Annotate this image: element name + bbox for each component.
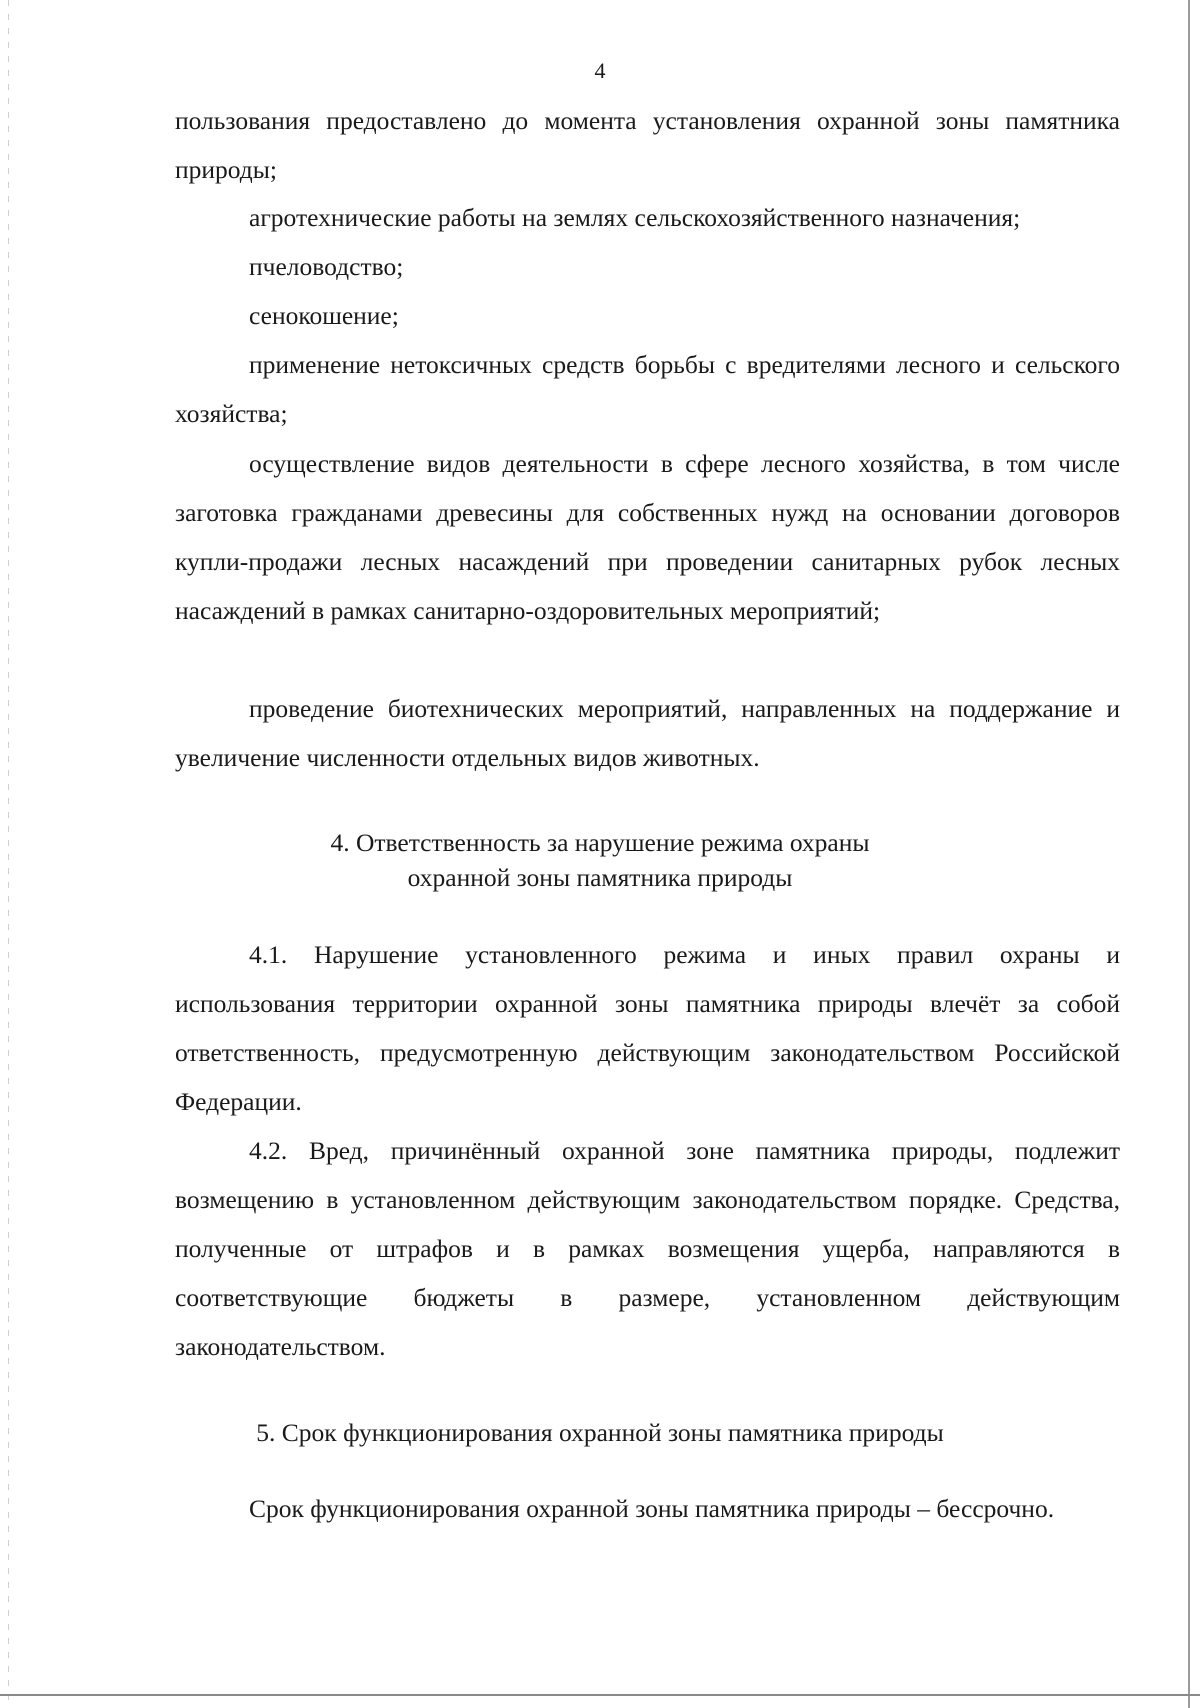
section-5-heading: 5. Срок функционирования охранной зоны памятника природы <box>256 1418 944 1447</box>
paragraph-continuation: пользования предоставлено до момента установления охранной зоны памятника природы; <box>175 106 1120 184</box>
paragraph-biotechnical: проведение биотехнических мероприятий, направленных на поддержание и увеличение численности отдельных видов животных. <box>175 694 1120 772</box>
paragraph-pest-control: применение нетоксичных средств борьбы с вредителями лесного и сельского хозяйства; <box>175 350 1120 428</box>
section-4-title-line-1: 4. Ответственность за нарушение режима охраны <box>330 828 870 857</box>
paragraph-4-1: 4.1. Нарушение установленного режима и иных правил охраны и использования территории охранной зоны памятника природы влечёт за собой ответственность, предусмотренную действующим законодательством Российской Федерации. <box>175 940 1120 1116</box>
list-item-agrotechnical: агротехнические работы на землях сельскохозяйственного назначения; <box>249 203 1021 232</box>
section-4-heading <box>0 825 1200 895</box>
page-number: 4 <box>594 58 606 83</box>
paragraph-4-2: 4.2. Вред, причинённый охранной зоне памятника природы, подлежит возмещению в установленном действующим законодательством порядке. Средства, полученные от штрафов и в рамках возмещения ущерба, направляются в соответствующие бюджеты в размере, установленном действующим законодательством. <box>175 1136 1120 1361</box>
scan-edge-bottom <box>0 1694 1200 1696</box>
section-4-title-line-2: охранной зоны памятника природы <box>407 863 793 892</box>
paragraph-forestry: осуществление видов деятельности в сфере лесного хозяйства, в том числе заготовка гражданами древесины для собственных нужд на основании договоров купли-продажи лесных насаждений при проведении санитарных рубок лесных насаждений в рамках санитарно-оздоровительных мероприятий; <box>175 449 1120 625</box>
list-item-beekeeping: пчеловодство; <box>249 252 404 281</box>
list-item-haymaking: сенокошение; <box>249 301 399 330</box>
paragraph-5: Срок функционирования охранной зоны памятника природы – бессрочно. <box>249 1494 1055 1523</box>
